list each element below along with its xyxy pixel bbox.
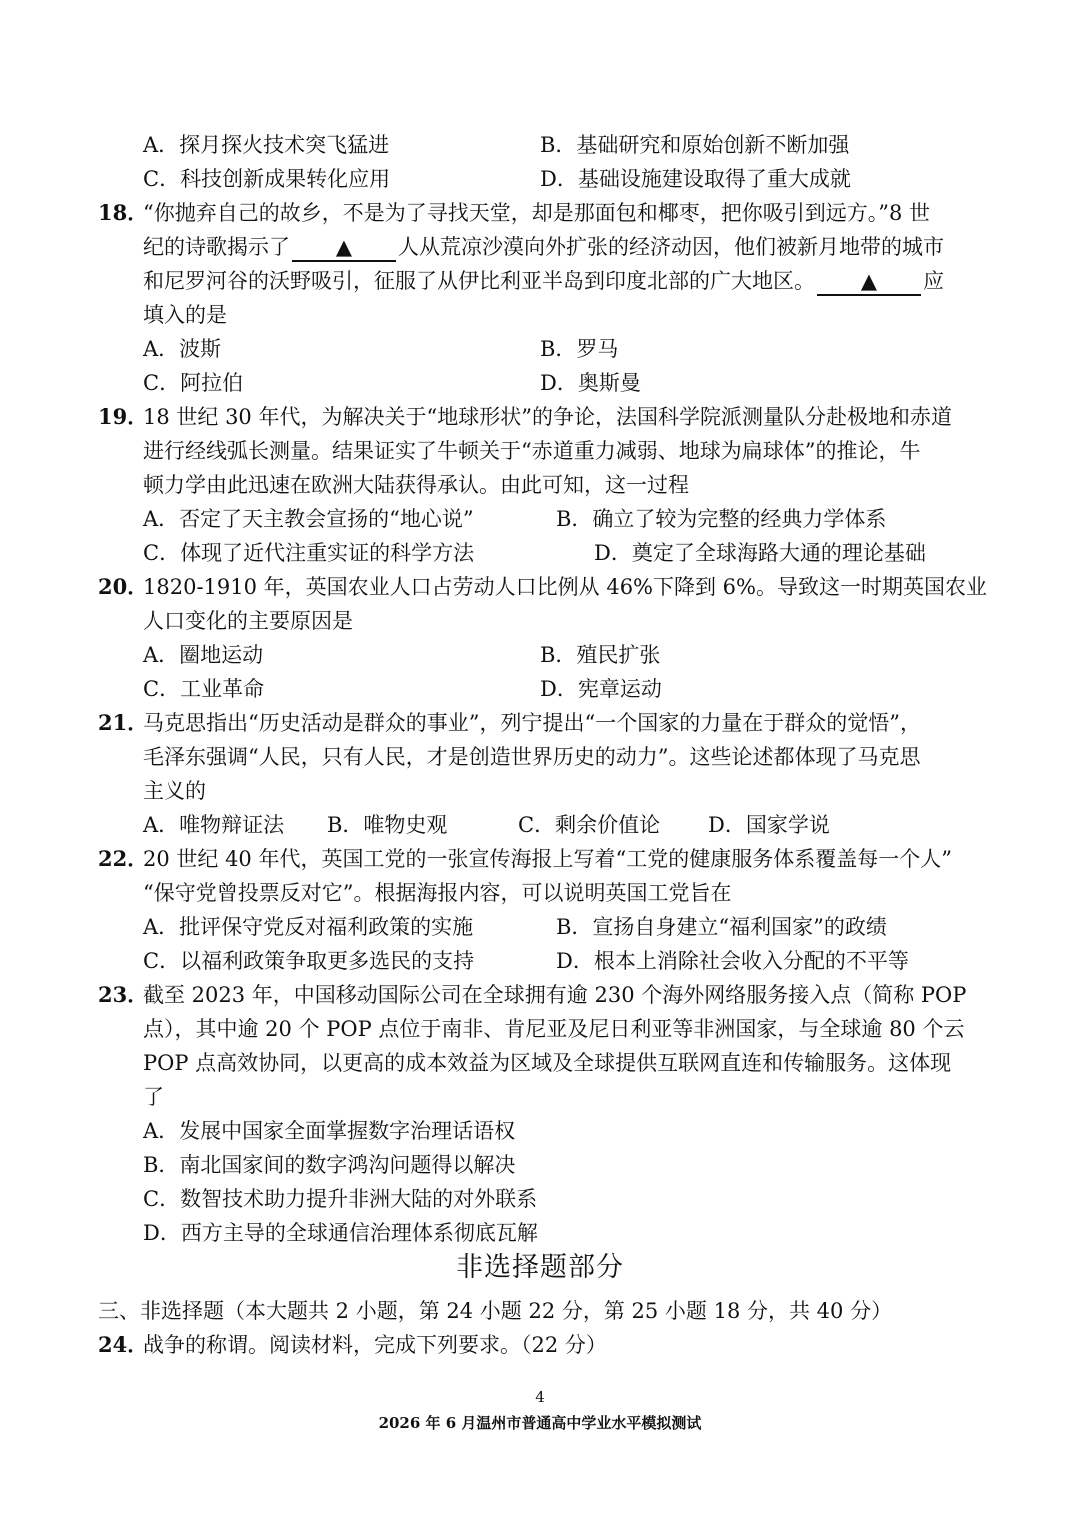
q19-line-3: 顿力学由此迅速在欧洲大陆获得承认。由此可知，这一过程 (143, 473, 689, 497)
q17-option-c: C．科技创新成果转化应用 (143, 167, 391, 191)
q23-option-c: C．数智技术助力提升非洲大陆的对外联系 (143, 1187, 538, 1211)
q20-option-a: A．圈地运动 (143, 643, 264, 667)
q21-line-1: 马克思指出“历史活动是群众的事业”，列宁提出“一个国家的力量在于群众的觉悟”， (143, 711, 921, 735)
q18-line-2b: 人从荒凉沙漠向外扩张的经济动因，他们被新月地带的城市 (398, 235, 944, 259)
q18-line-3a: 和尼罗河谷的沃野吸引，征服了从伊比利亚半岛到印度北部的广大地区。 (143, 269, 815, 293)
q17-option-a: A．探月探火技术突飞猛进 (143, 133, 390, 157)
q23-option-a: A．发展中国家全面掌握数字治理话语权 (143, 1119, 516, 1143)
q18-option-a: A．波斯 (143, 337, 222, 361)
q18-option-c: C．阿拉伯 (143, 371, 244, 395)
q21-option-c: C．剩余价值论 (518, 813, 661, 837)
q17-option-d: D．基础设施建设取得了重大成就 (540, 167, 851, 191)
q19-option-d: D．奠定了全球海路大通的理论基础 (594, 541, 926, 565)
q20-line-1: 1820-1910 年，英国农业人口占劳动人口比例从 46%下降到 6%。导致这一时期英国农业 (143, 575, 987, 599)
q23-number: 23． (98, 982, 149, 1007)
q18-line-3b: 应 (923, 269, 944, 293)
q22-option-c: C．以福利政策争取更多选民的支持 (143, 949, 475, 973)
q17-option-b: B．基础研究和原始创新不断加强 (540, 133, 850, 157)
q21-option-d: D．国家学说 (708, 813, 830, 837)
q20-option-c: C．工业革命 (143, 677, 265, 701)
q21-line-2: 毛泽东强调“人民，只有人民，才是创造世界历史的动力”。这些论述都体现了马克思 (143, 745, 921, 769)
q20-number: 20． (98, 574, 149, 599)
q19-number: 19． (98, 404, 149, 429)
q22-line-1: 20 世纪 40 年代，英国工党的一张宣传海报上写着“工党的健康服务体系覆盖每一个人” (143, 847, 952, 871)
q18-blank-2: ▲ (817, 268, 921, 296)
q24-line-1: 战争的称谓。阅读材料，完成下列要求。（22 分） (143, 1333, 607, 1357)
q18-line-4: 填入的是 (143, 303, 227, 327)
q19-option-b: B．确立了较为完整的经典力学体系 (556, 507, 887, 531)
q19-line-1: 18 世纪 30 年代，为解决关于“地球形状”的争论，法国科学院派测量队分赴极地和赤道 (143, 405, 952, 429)
q19-option-a: A．否定了天主教会宣扬的“地心说” (143, 507, 474, 531)
q22-option-b: B．宣扬自身建立“福利国家”的政绩 (556, 915, 887, 939)
q19-option-c: C．体现了近代注重实证的科学方法 (143, 541, 475, 565)
q19-line-2: 进行经线弧长测量。结果证实了牛顿关于“赤道重力减弱、地球为扁球体”的推论，牛 (143, 439, 921, 463)
page-number: 4 (535, 1388, 545, 1406)
q23-line-3: POP 点高效协同，以更高的成本效益为区域及全球提供互联网直连和传输服务。这体现 (143, 1051, 952, 1075)
q23-line-4: 了 (143, 1085, 164, 1109)
q18-option-d: D．奥斯曼 (540, 371, 641, 395)
q23-option-d: D．西方主导的全球通信治理体系彻底瓦解 (143, 1221, 538, 1245)
q18-line-1: “你抛弃自己的故乡，不是为了寻找天堂，却是那面包和椰枣，把你吸引到远方。”8 世 (143, 201, 931, 225)
q24-number: 24． (98, 1332, 149, 1357)
q23-line-1: 截至 2023 年，中国移动国际公司在全球拥有逾 230 个海外网络服务接入点（简称 POP (143, 983, 967, 1007)
section-title: 非选择题部分 (456, 1252, 624, 1283)
q23-option-b: B．南北国家间的数字鸿沟问题得以解决 (143, 1153, 516, 1177)
q18-option-b: B．罗马 (540, 337, 619, 361)
q18-line-3 (143, 264, 944, 298)
q18-number: 18． (98, 200, 149, 225)
q18-line-2a: 纪的诗歌揭示了 (143, 235, 290, 259)
q20-option-b: B．殖民扩张 (540, 643, 661, 667)
q20-option-d: D．宪章运动 (540, 677, 662, 701)
q23-line-2: 点），其中逾 20 个 POP 点位于南非、肯尼亚及尼日利亚等非洲国家，与全球逾 80 个云 (143, 1017, 965, 1041)
exam-title-footer: 2026 年 6 月温州市普通高中学业水平模拟测试 (378, 1414, 702, 1432)
q22-option-d: D．根本上消除社会收入分配的不平等 (556, 949, 909, 973)
q21-option-b: B．唯物史观 (327, 813, 448, 837)
q21-line-3: 主义的 (143, 779, 206, 803)
section-intro: 三、非选择题（本大题共 2 小题，第 24 小题 22 分，第 25 小题 18 分，共 40 分） (98, 1299, 893, 1323)
q21-option-a: A．唯物辩证法 (143, 813, 285, 837)
q18-blank-1: ▲ (292, 234, 396, 262)
q21-number: 21． (98, 710, 149, 735)
q18-line-2 (143, 230, 944, 264)
q22-line-2: “保守党曾投票反对它”。根据海报内容，可以说明英国工党旨在 (143, 881, 732, 905)
q22-option-a: A．批评保守党反对福利政策的实施 (143, 915, 474, 939)
q22-number: 22． (98, 846, 149, 871)
q20-line-2: 人口变化的主要原因是 (143, 609, 353, 633)
